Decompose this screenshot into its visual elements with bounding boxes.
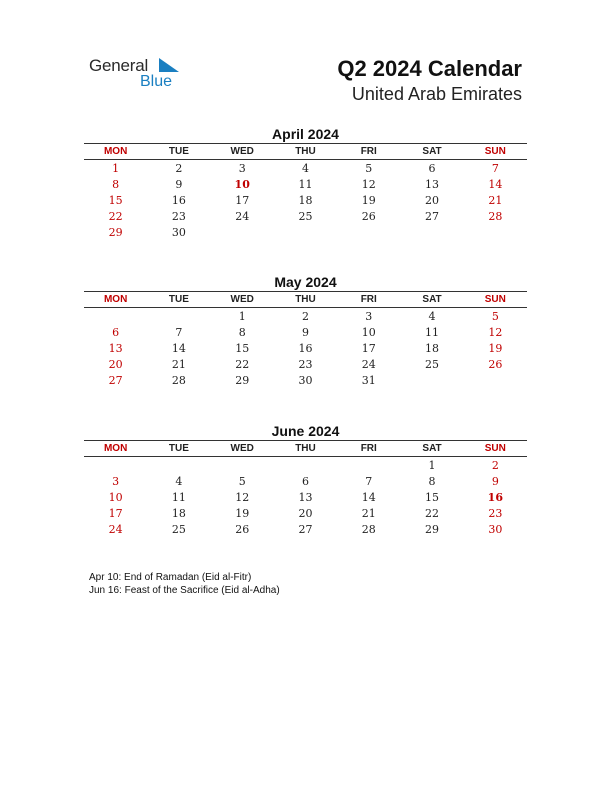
day-cell: 11 bbox=[298, 177, 313, 191]
month-april bbox=[84, 125, 527, 240]
day-cell: 22 bbox=[108, 209, 123, 223]
day-cell: 26 bbox=[361, 209, 376, 223]
day-cell: 30 bbox=[488, 522, 503, 536]
day-cell: 10 bbox=[361, 325, 376, 339]
day-cell: 13 bbox=[108, 341, 123, 355]
day-cell: 27 bbox=[108, 373, 123, 387]
week-row bbox=[84, 505, 527, 521]
weekday-label: TUE bbox=[168, 443, 189, 454]
logo-text-general: General bbox=[89, 56, 149, 75]
week-row bbox=[84, 324, 527, 340]
day-cell: 1 bbox=[238, 309, 246, 323]
day-cell: 29 bbox=[235, 373, 250, 387]
weekday-label: SAT bbox=[422, 146, 442, 157]
day-cell: 23 bbox=[171, 209, 186, 223]
holiday-note: Apr 10: End of Ramadan (Eid al-Fitr) bbox=[89, 572, 252, 583]
day-cell: 17 bbox=[235, 193, 250, 207]
month-title: May 2024 bbox=[274, 274, 337, 290]
day-cell: 29 bbox=[425, 522, 440, 536]
holiday-notes bbox=[89, 571, 280, 597]
month-title: April 2024 bbox=[272, 126, 339, 142]
day-cell: 27 bbox=[425, 209, 440, 223]
day-cell: 3 bbox=[365, 309, 373, 323]
day-cell: 5 bbox=[365, 161, 373, 175]
day-cell: 21 bbox=[488, 193, 503, 207]
day-cell: 21 bbox=[171, 357, 186, 371]
week-row bbox=[84, 176, 527, 192]
day-cell: 9 bbox=[301, 325, 309, 339]
weekday-header bbox=[84, 440, 527, 457]
week-row bbox=[84, 521, 527, 537]
day-cell: 4 bbox=[175, 474, 183, 488]
day-cell: 29 bbox=[108, 225, 123, 239]
day-cell: 3 bbox=[112, 474, 120, 488]
week-row bbox=[84, 473, 527, 489]
week-row bbox=[84, 356, 527, 372]
weekday-label: THU bbox=[295, 146, 316, 157]
weekday-label: SUN bbox=[484, 443, 506, 454]
day-cell: 5 bbox=[491, 309, 499, 323]
day-cell: 2 bbox=[491, 458, 499, 472]
day-cell: 27 bbox=[298, 522, 313, 536]
weekday-label: FRI bbox=[360, 146, 377, 157]
week-row bbox=[84, 489, 527, 505]
week-row bbox=[84, 224, 527, 240]
weekday-label: TUE bbox=[168, 294, 189, 305]
day-cell: 14 bbox=[488, 177, 503, 191]
day-cell: 16 bbox=[487, 490, 503, 504]
day-cell: 26 bbox=[235, 522, 250, 536]
day-cell: 25 bbox=[425, 357, 440, 371]
day-cell: 31 bbox=[361, 373, 376, 387]
day-cell: 19 bbox=[235, 506, 250, 520]
weekday-label: SAT bbox=[422, 294, 442, 305]
day-cell: 30 bbox=[298, 373, 313, 387]
day-cell: 9 bbox=[175, 177, 183, 191]
day-cell: 7 bbox=[365, 474, 373, 488]
day-cell: 9 bbox=[491, 474, 499, 488]
week-row bbox=[84, 457, 527, 473]
day-cell: 12 bbox=[235, 490, 250, 504]
week-row bbox=[84, 208, 527, 224]
day-cell: 1 bbox=[112, 161, 120, 175]
day-cell: 30 bbox=[171, 225, 186, 239]
day-cell: 22 bbox=[235, 357, 250, 371]
day-cell: 18 bbox=[298, 193, 313, 207]
day-cell: 8 bbox=[112, 177, 120, 191]
page-title: Q2 2024 Calendar bbox=[337, 56, 522, 81]
day-cell: 19 bbox=[488, 341, 503, 355]
day-cell: 18 bbox=[171, 506, 186, 520]
day-cell: 15 bbox=[425, 490, 440, 504]
day-cell: 10 bbox=[234, 177, 250, 191]
day-cell: 17 bbox=[361, 341, 376, 355]
day-cell: 22 bbox=[425, 506, 440, 520]
week-row bbox=[84, 372, 527, 388]
day-cell: 12 bbox=[361, 177, 376, 191]
weekday-label: THU bbox=[295, 294, 316, 305]
day-cell: 19 bbox=[361, 193, 376, 207]
day-cell: 28 bbox=[488, 209, 503, 223]
day-cell: 16 bbox=[298, 341, 313, 355]
weekday-label: FRI bbox=[360, 294, 377, 305]
day-cell: 7 bbox=[175, 325, 183, 339]
weekday-label: WED bbox=[230, 294, 254, 305]
holiday-note: Jun 16: Feast of the Sacrifice (Eid al-Adha) bbox=[89, 585, 280, 596]
weekday-label: WED bbox=[230, 146, 254, 157]
day-cell: 11 bbox=[425, 325, 440, 339]
day-cell: 28 bbox=[361, 522, 376, 536]
day-cell: 20 bbox=[298, 506, 313, 520]
day-cell: 25 bbox=[171, 522, 186, 536]
day-cell: 28 bbox=[171, 373, 186, 387]
month-weeks bbox=[84, 160, 527, 240]
month-may bbox=[84, 273, 527, 388]
day-cell: 6 bbox=[428, 161, 436, 175]
day-cell: 15 bbox=[235, 341, 250, 355]
day-cell: 13 bbox=[425, 177, 440, 191]
day-cell: 13 bbox=[298, 490, 313, 504]
day-cell: 8 bbox=[428, 474, 436, 488]
day-cell: 23 bbox=[298, 357, 313, 371]
logo-flag-icon bbox=[159, 58, 179, 72]
weekday-header bbox=[84, 291, 527, 308]
day-cell: 12 bbox=[488, 325, 503, 339]
day-cell: 15 bbox=[108, 193, 123, 207]
weekday-label: FRI bbox=[360, 443, 377, 454]
day-cell: 4 bbox=[428, 309, 436, 323]
day-cell: 24 bbox=[361, 357, 376, 371]
weekday-label: MON bbox=[103, 146, 128, 157]
day-cell: 24 bbox=[108, 522, 123, 536]
logo bbox=[89, 56, 189, 92]
day-cell: 17 bbox=[108, 506, 123, 520]
logo-text-blue: Blue bbox=[140, 73, 173, 90]
weekday-label: WED bbox=[230, 443, 254, 454]
week-row bbox=[84, 160, 527, 176]
day-cell: 6 bbox=[112, 325, 120, 339]
day-cell: 20 bbox=[108, 357, 123, 371]
page-subtitle: United Arab Emirates bbox=[351, 84, 522, 104]
month-june bbox=[84, 422, 527, 537]
weekday-label: SUN bbox=[484, 294, 506, 305]
day-cell: 6 bbox=[301, 474, 309, 488]
day-cell: 3 bbox=[238, 161, 246, 175]
day-cell: 2 bbox=[175, 161, 183, 175]
weekday-label: THU bbox=[295, 443, 316, 454]
weekday-label: MON bbox=[103, 294, 128, 305]
day-cell: 20 bbox=[425, 193, 440, 207]
weekday-label: MON bbox=[103, 443, 128, 454]
day-cell: 4 bbox=[301, 161, 309, 175]
day-cell: 5 bbox=[238, 474, 246, 488]
day-cell: 26 bbox=[488, 357, 503, 371]
weekday-label: TUE bbox=[168, 146, 189, 157]
week-row bbox=[84, 308, 527, 324]
weekday-label: SUN bbox=[484, 146, 506, 157]
day-cell: 11 bbox=[171, 490, 186, 504]
weekday-header bbox=[84, 143, 527, 160]
day-cell: 18 bbox=[425, 341, 440, 355]
week-row bbox=[84, 192, 527, 208]
month-weeks bbox=[84, 308, 527, 388]
week-row bbox=[84, 340, 527, 356]
day-cell: 14 bbox=[361, 490, 376, 504]
day-cell: 8 bbox=[238, 325, 246, 339]
day-cell: 7 bbox=[491, 161, 499, 175]
day-cell: 1 bbox=[428, 458, 436, 472]
day-cell: 23 bbox=[488, 506, 503, 520]
day-cell: 14 bbox=[171, 341, 186, 355]
day-cell: 16 bbox=[171, 193, 186, 207]
day-cell: 25 bbox=[298, 209, 313, 223]
weekday-label: SAT bbox=[422, 443, 442, 454]
month-title: June 2024 bbox=[271, 423, 340, 439]
month-weeks bbox=[84, 457, 527, 537]
day-cell: 21 bbox=[361, 506, 376, 520]
day-cell: 24 bbox=[235, 209, 250, 223]
day-cell: 2 bbox=[301, 309, 309, 323]
day-cell: 10 bbox=[108, 490, 123, 504]
